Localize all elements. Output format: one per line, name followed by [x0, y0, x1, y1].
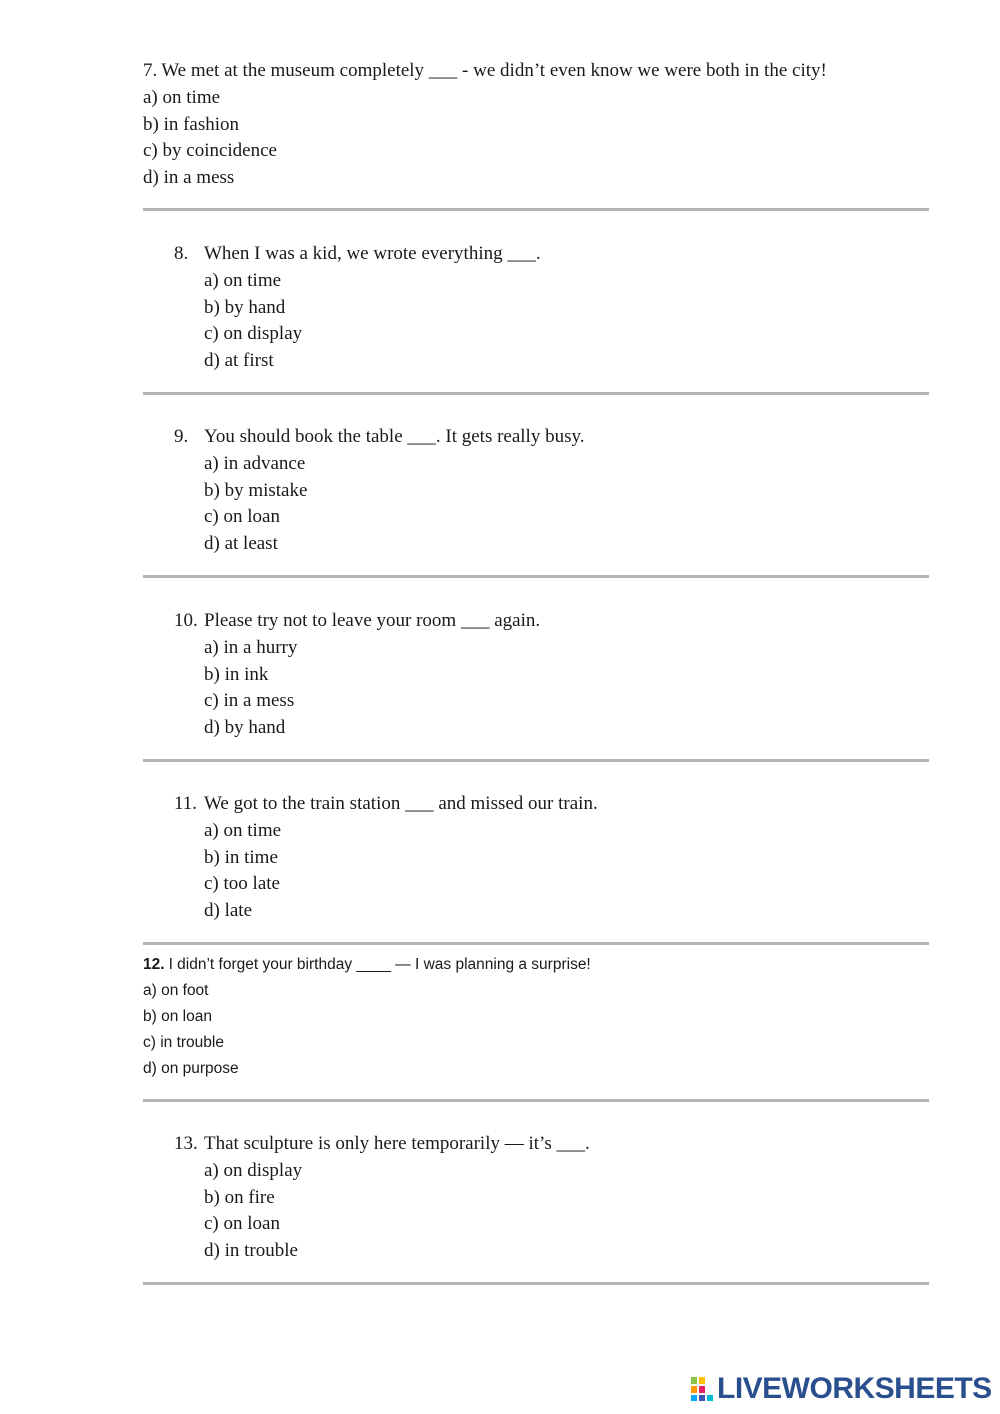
question-number: 11.	[174, 793, 198, 814]
option-d[interactable]: d) at least	[204, 533, 278, 555]
logo-text: LIVEWORKSHEETS	[717, 1372, 992, 1405]
option-c[interactable]: c) too late	[204, 873, 280, 895]
question-number: 9.	[174, 426, 189, 447]
option-d[interactable]: d) in a mess	[143, 167, 235, 189]
option-c[interactable]: c) on loan	[204, 1213, 280, 1235]
question-number: 7.	[143, 60, 158, 81]
option-a[interactable]: a) on time	[143, 86, 221, 108]
option-b[interactable]: b) in fashion	[143, 113, 240, 135]
question-stem: I didn’t forget your birthday ____ — I was planning a surprise!	[168, 956, 591, 973]
divider	[143, 1282, 929, 1285]
option-c[interactable]: c) on loan	[204, 506, 280, 528]
option-d[interactable]: d) in trouble	[204, 1240, 298, 1262]
option-d[interactable]: d) at first	[204, 350, 274, 372]
question-stem: When I was a kid, we wrote everything ___.	[204, 243, 541, 264]
question-number: 8.	[174, 243, 189, 264]
option-d[interactable]: d) by hand	[204, 717, 286, 739]
liveworksheets-logo	[690, 1374, 992, 1404]
option-b[interactable]: b) in time	[204, 846, 278, 868]
question-13	[174, 1131, 590, 1265]
option-c[interactable]: c) on display	[204, 323, 303, 345]
divider	[143, 575, 929, 578]
question-12	[143, 952, 591, 1082]
option-d[interactable]: d) on purpose	[143, 1060, 239, 1077]
divider	[143, 392, 929, 395]
option-b[interactable]: b) on loan	[143, 1008, 212, 1025]
option-c[interactable]: c) in a mess	[204, 690, 295, 712]
question-8	[174, 241, 541, 375]
question-stem: That sculpture is only here temporarily — it’s ___.	[204, 1133, 590, 1154]
question-number: 10.	[174, 610, 198, 631]
divider	[143, 208, 929, 211]
option-a[interactable]: a) on time	[204, 269, 282, 291]
question-9	[174, 424, 585, 558]
question-11	[174, 791, 598, 925]
option-a[interactable]: a) in advance	[204, 452, 306, 474]
option-a[interactable]: a) on foot	[143, 982, 209, 999]
question-10	[174, 608, 540, 742]
option-b[interactable]: b) by mistake	[204, 479, 308, 501]
option-d[interactable]: d) late	[204, 900, 253, 922]
divider	[143, 1099, 929, 1102]
option-b[interactable]: b) on fire	[204, 1186, 275, 1208]
option-b[interactable]: b) by hand	[204, 296, 286, 318]
question-7	[143, 58, 827, 192]
liveworksheets-blocks-icon	[690, 1376, 714, 1402]
question-stem: Please try not to leave your room ___ again.	[204, 610, 541, 631]
question-stem: We met at the museum completely ___ - we didn’t even know we were both in the city!	[161, 60, 827, 81]
option-c[interactable]: c) by coincidence	[143, 140, 277, 162]
option-a[interactable]: a) on display	[204, 1159, 303, 1181]
question-stem: You should book the table ___. It gets really busy.	[204, 426, 585, 447]
divider	[143, 759, 929, 762]
question-number: 12.	[143, 956, 165, 973]
question-stem: We got to the train station ___ and missed our train.	[204, 793, 598, 814]
divider	[143, 942, 929, 945]
question-number: 13.	[174, 1133, 198, 1154]
option-a[interactable]: a) in a hurry	[204, 636, 298, 658]
option-c[interactable]: c) in trouble	[143, 1034, 224, 1051]
option-b[interactable]: b) in ink	[204, 663, 269, 685]
option-a[interactable]: a) on time	[204, 819, 282, 841]
